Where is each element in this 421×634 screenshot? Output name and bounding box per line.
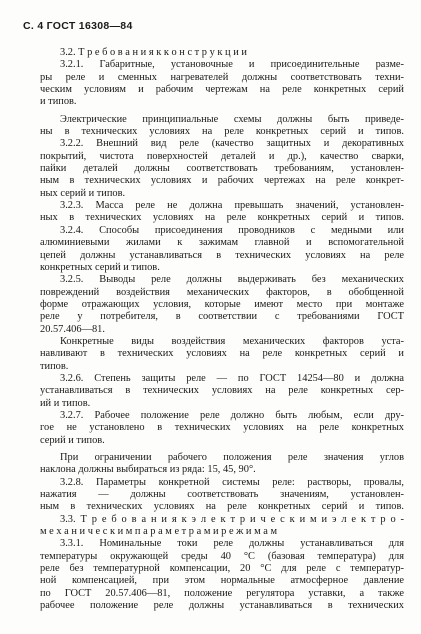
text-line: 3.3.1. Номинальные токи реле должны устанавливаться для	[60, 538, 404, 550]
text-line: ческим условиям и рабочим чертежам на реле конкретных серий	[40, 84, 404, 96]
text-line: ры реле и сменных нагревателей должны соответствовать техни-	[40, 71, 404, 83]
text-line: цепей должны устанавливаться в технических условиях на реле	[40, 249, 404, 261]
text-line: и типов.	[40, 96, 77, 108]
text-line: наклона должны выбираться из ряда: 15, 45, 90°.	[40, 464, 256, 476]
text-line: 3.2. Т р е б о в а н и я к к о н с т р у к ц и и	[60, 47, 247, 58]
text-line: температуры окружающей среды 40 °С (базовая температура) для	[40, 550, 404, 562]
text-line: реле у потребителя, в соответствии с требованиями ГОСТ	[40, 311, 404, 323]
text-line: 3.2.6. Степень защиты реле — по ГОСТ 14254—80 и должна	[60, 372, 404, 384]
text-line: алюминиевыми жилами к зажимам главной и вспомогательной	[40, 237, 404, 249]
text-line: 3.2.3. Масса реле не должна превышать значений, установлен-	[60, 200, 404, 212]
text-line: серий и типов.	[40, 434, 105, 446]
text-line: реле без температурной компенсации, 20 °С для реле с температур-	[40, 563, 404, 575]
text-line: ных серий и типов.	[40, 187, 126, 199]
text-line: ной компенсацией, при этом нормальные атмосферное давление	[40, 575, 404, 587]
text-line: повреждений воздействия механических факторов, в обобщенной	[40, 286, 404, 298]
text-line: устанавливаться в технических условиях на реле конкретных сер-	[40, 385, 404, 397]
text-line: ных в технических условиях на реле конкретных серий и типов.	[40, 212, 404, 224]
text-line: навливают в технических условиях на реле конкретных серий и	[40, 348, 404, 360]
text-line: ны в технических условиях на реле конкретных серий и типов.	[40, 126, 404, 138]
text-line: пайки деталей должны соответствовать требованиям, установлен-	[40, 163, 404, 175]
text-line: м е х а н и ч е с к и м п а р а м е т р а м и р е ж и м а м	[40, 526, 278, 538]
text-line: покрытий, чистота поверхностей деталей и др.), качество сварки,	[40, 150, 404, 162]
text-line: Конкретные виды воздействия механических факторов уста-	[60, 335, 404, 347]
text-line: 3.2.4. Способы присоединения проводников с медными или	[60, 224, 404, 236]
text-line: 3.2.5. Выводы реле должны выдерживать без механических	[60, 274, 404, 286]
text-line: 3.2.2. Внешний вид реле (качество защитных и декоративных	[60, 138, 404, 150]
text-line: типов.	[40, 360, 69, 372]
text-line: 3.2.1. Габаритные, установочные и присоединительные разме-	[60, 59, 404, 71]
text-line: нажатия — должны соответствовать значениям, установлен-	[40, 489, 404, 501]
text-line: 3.3. Т р е б о в а н и я к э л е к т р и ч е с к и м и э л е к т р о -	[60, 513, 404, 525]
text-line: ным в технических условиях на реле конкретных серий и типов.	[40, 501, 404, 513]
text-line: по ГОСТ 20.57.406—81, положение регулятора уставки, а также	[40, 587, 404, 599]
text-line: гое не установлено в технических условиях на реле конкретных	[40, 422, 404, 434]
page-header: С. 4 ГОСТ 16308—84	[23, 20, 133, 32]
text-line: 3.2.7. Рабочее положение реле должно быть любым, если дру-	[60, 409, 404, 421]
text-line: ий и типов.	[40, 397, 91, 409]
text-line: 3.2.8. Параметры конкретной системы реле: растворы, провалы,	[60, 476, 404, 488]
text-line: 20.57.406—81.	[40, 323, 105, 335]
text-line: При ограничении рабочего положения реле значения углов	[60, 452, 404, 463]
text-line: Электрические принципиальные схемы должны быть приведе-	[60, 113, 404, 125]
text-line: форме отражающих условия, которые имеют место при монтаже	[40, 298, 404, 310]
text-line: ным в технических условиях и рабочих чертежах на реле конкрет-	[40, 175, 404, 187]
text-line: рабочее положение реле должны устанавливаться в технических	[40, 600, 404, 612]
document-body	[40, 47, 404, 612]
text-line: конкретных серий и типов.	[40, 261, 160, 273]
